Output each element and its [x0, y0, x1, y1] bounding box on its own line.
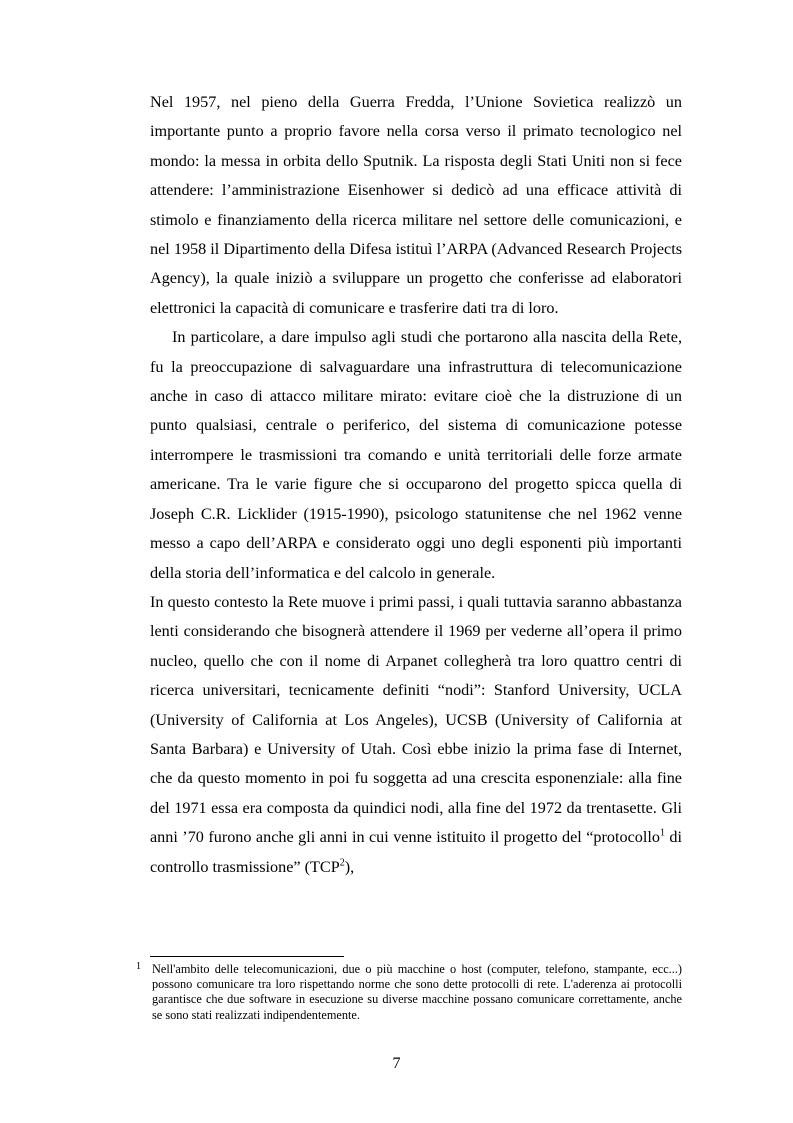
footnote-text: Nell'ambito delle telecomunicazioni, due o più macchine o host (computer, telefono, stampante, ecc...) possono comunicare tra loro rispettando norme che sono dette protocolli di rete. L'aderenza ai protocolli garantisce che due software in esecuzione su diverse macchine possano comunicare correttamente, anche se sono stati realizzati indipendentemente. [152, 962, 682, 1022]
paragraph-3-text-b: di controllo trasmissione” (TCP [150, 828, 683, 876]
footnote-separator [150, 956, 344, 957]
footnote-1 [136, 962, 682, 1023]
footnote-ref-2: 2 [339, 857, 345, 869]
footnote-marker: 1 [136, 961, 141, 972]
footnote-ref-1: 1 [659, 827, 665, 839]
body-text [150, 88, 682, 882]
paragraph-3-text-c: ), [344, 857, 355, 876]
page-number: 7 [392, 1055, 401, 1072]
paragraph-3 [150, 588, 682, 882]
paragraph-2: In particolare, a dare impulso agli studi che portarono alla nascita della Rete, fu la preoccupazione di salvaguardare una infrastruttura di telecomunicazione anche in caso di attacco militare mirato: evitare cioè che la distruzione di un punto qualsiasi, centrale o periferico, del sistema di comunicazione potesse interrompere le trasmissioni tra comando e unità territoriali delle forze armate americane. Tra le varie figure che si occuparono del progetto spicca quella di Joseph C.R. Licklider (1915-1990), psicologo statunitense che nel 1962 venne messo a capo dell’ARPA e considerato oggi uno degli esponenti più importanti della storia dell’informatica e del calcolo in generale. [150, 328, 682, 582]
paragraph-3-text-a: In questo contesto la Rete muove i primi passi, i quali tuttavia saranno abbastanza lenti considerando che bisognerà attendere il 1969 per vederne all’opera il primo nucleo, quello che con il nome di Arpanet collegherà tra loro quattro centri di ricerca universitari, tecnicamente definiti “nodi”: Stanford University, UCLA (University of California at Los Angeles), UCSB (University of California at Santa Barbara) e University of Utah. Così ebbe inizio la prima fase di Internet, che da questo momento in poi fu soggetta ad una crescita esponenziale: alla fine del 1971 essa era composta da quindici nodi, alla fine del 1972 da trentasette. Gli anni ’70 furono anche gli anni in cui venne istituito il progetto del “protocollo [150, 592, 682, 847]
paragraph-1: Nel 1957, nel pieno della Guerra Fredda, l’Unione Sovietica realizzò un importante punto a proprio favore nella corsa verso il primato tecnologico nel mondo: la messa in orbita dello Sputnik. La risposta degli Stati Uniti non si fece attendere: l’amministrazione Eisenhower si dedicò ad una efficace attività di stimolo e finanziamento della ricerca militare nel settore delle comunicazioni, e nel 1958 il Dipartimento della Difesa istituì l’ARPA (Advanced Research Projects Agency), la quale iniziò a sviluppare un progetto che conferisse ad elaboratori elettronici la capacità di comunicare e trasferire dati tra di loro. [150, 93, 682, 317]
